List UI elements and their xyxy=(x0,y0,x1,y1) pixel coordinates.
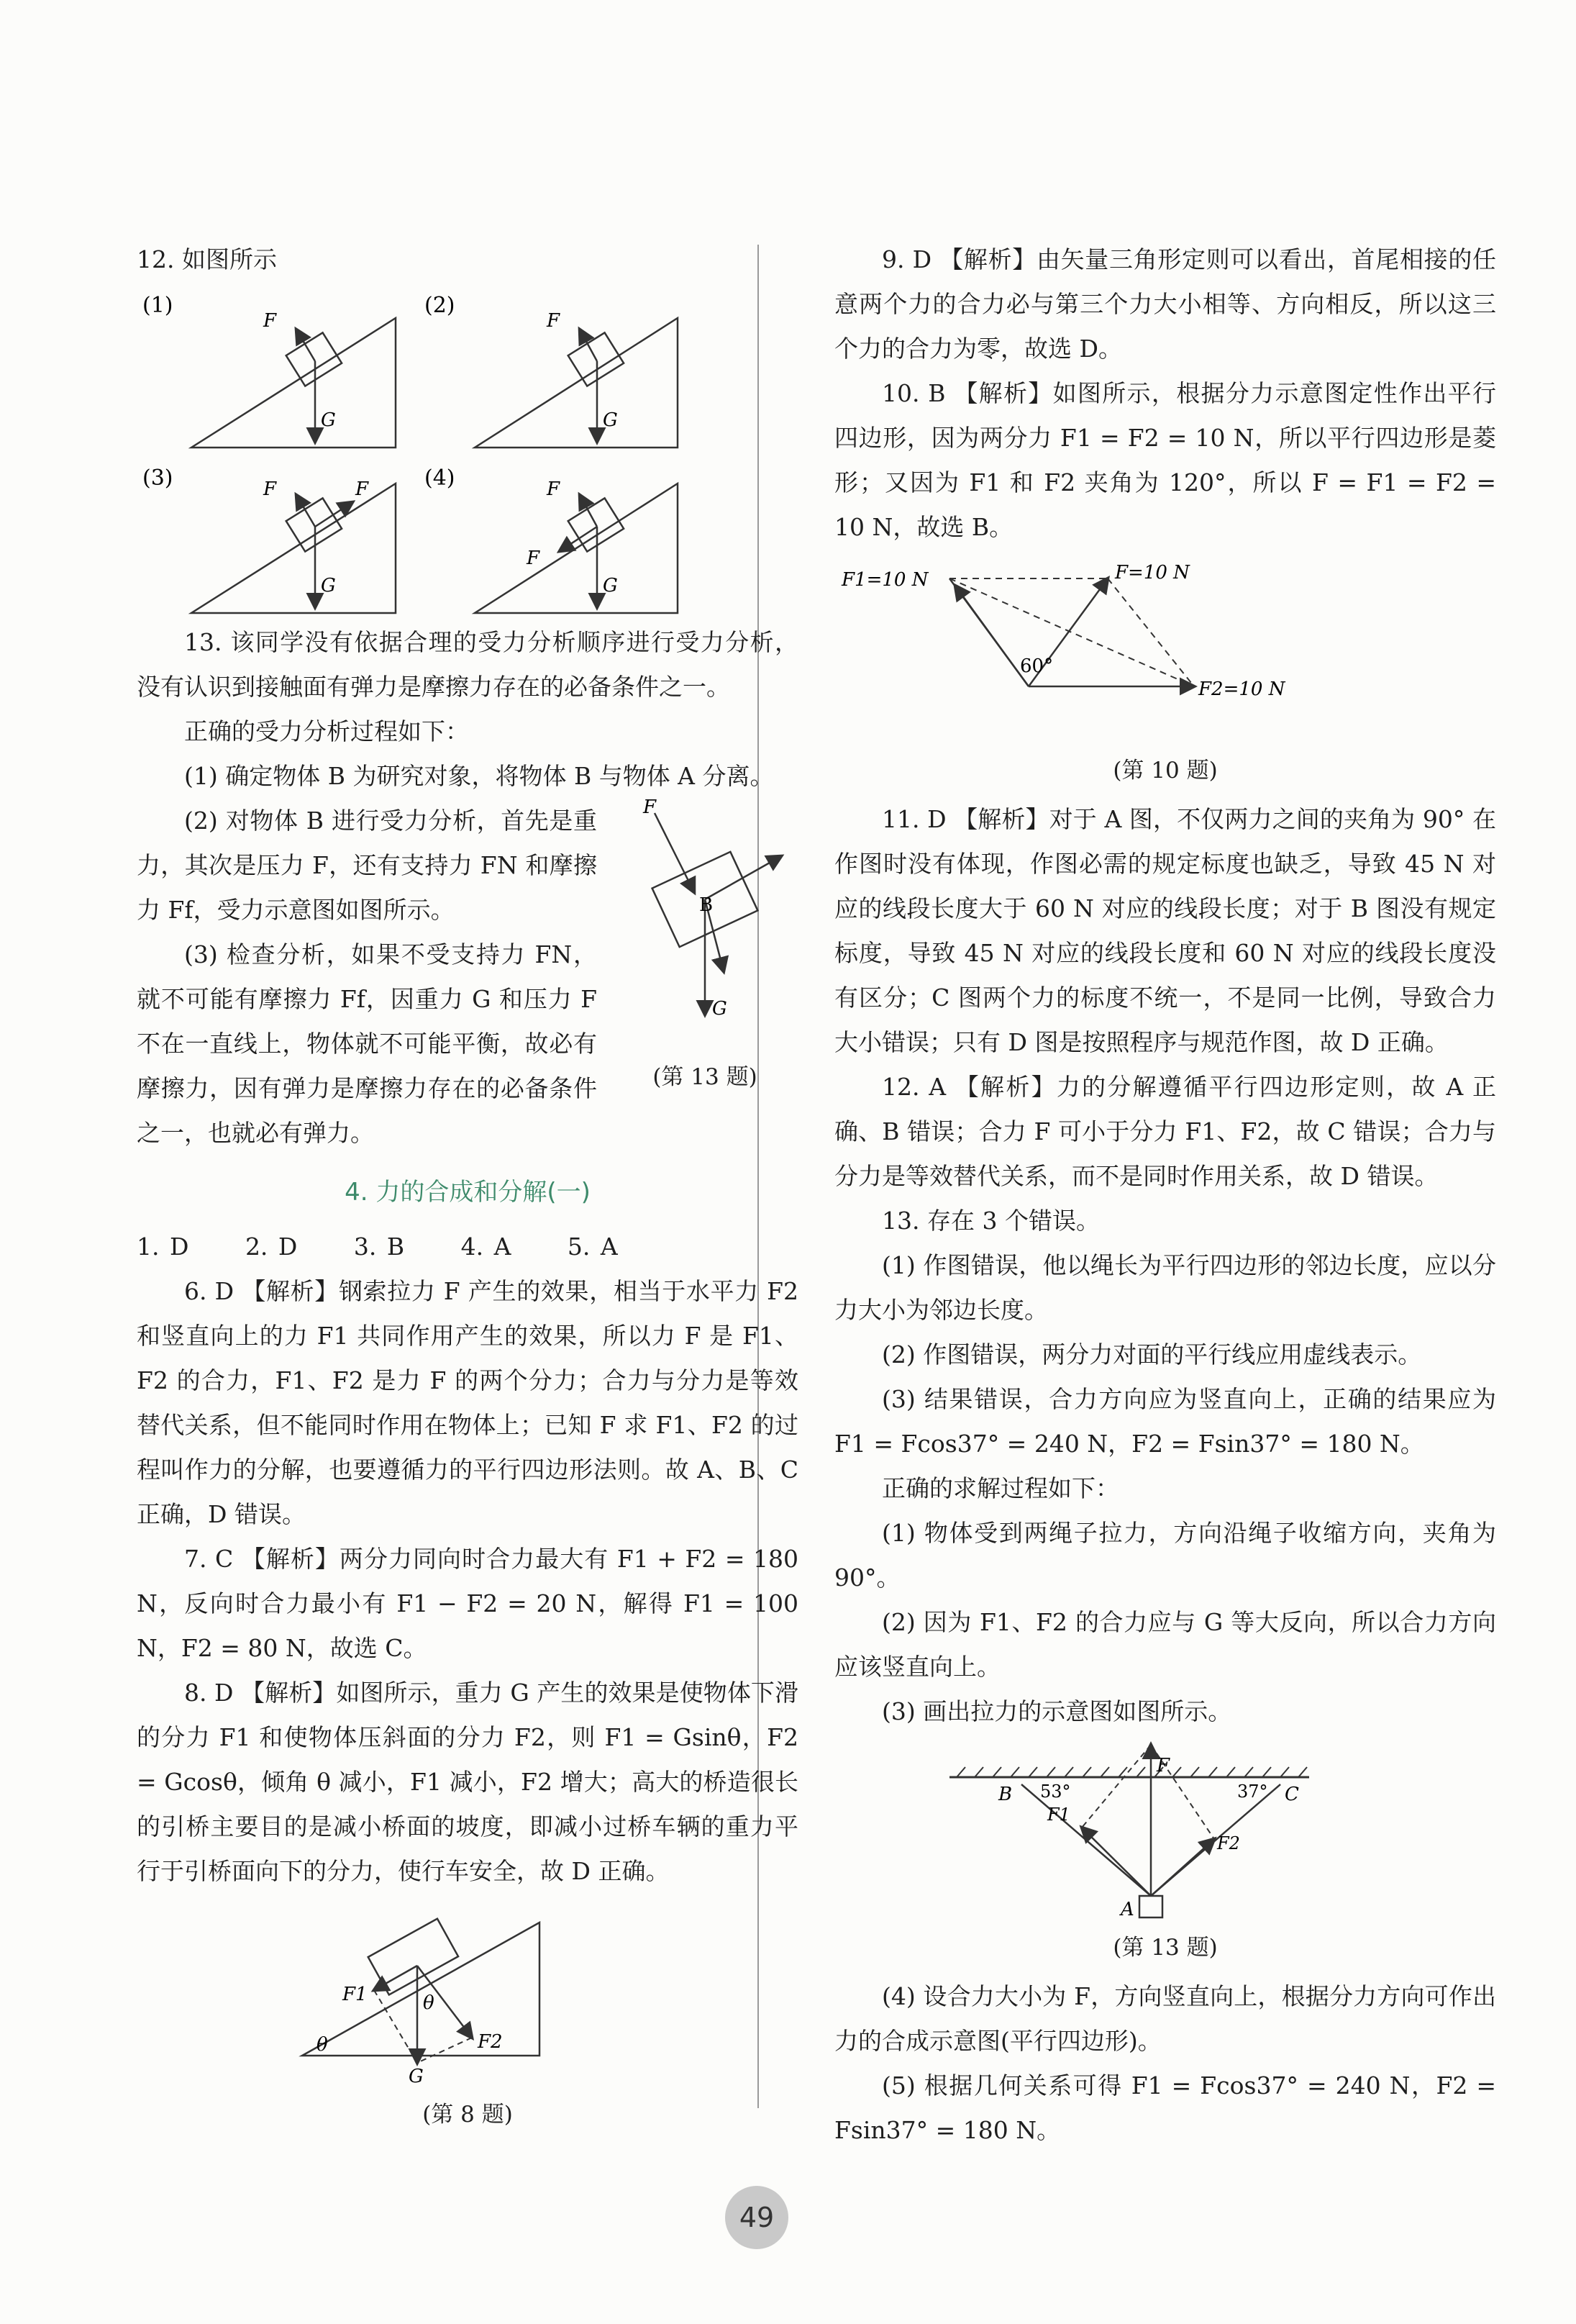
right-column xyxy=(834,237,1496,2153)
q8-fig-g: G xyxy=(409,2066,424,2087)
q10-fig-angle: 60° xyxy=(1020,655,1054,677)
q13r-fig-b: B xyxy=(998,1784,1013,1805)
q13r-fig-c: C xyxy=(1285,1784,1299,1805)
q13-step-3: (3) 画出拉力的示意图如图所示。 xyxy=(882,1697,1232,1725)
q13r-fig-caption: (第 13 题) xyxy=(1113,1935,1218,1961)
q12-4-fn: F xyxy=(547,478,560,500)
q12-3-g: G xyxy=(321,575,336,596)
q13-para-5: (3) 检查分析，如果不受支持力 FN，就不可能有摩擦力 Ff，因重力 G 和压力 F 不在一直线上，物体就不可能平衡，故必有摩擦力，因有弹力是摩擦力存在的必备条件之一，也就必有弹力。 xyxy=(137,940,597,1147)
q8-fig-theta-top: θ xyxy=(423,1992,434,2014)
q13-fig-f: F xyxy=(643,799,657,818)
q13-error-1: (1) 作图错误，他以绳长为平行四边形的邻边长度，应以分力大小为邻边长度。 xyxy=(834,1251,1496,1324)
q10-fig-f1: F1=10 N xyxy=(842,569,929,591)
q13-fig-b: B xyxy=(699,894,714,916)
q13-rope-figure xyxy=(834,1741,1496,1921)
q11-explanation: 11. D 【解析】对于 A 图，不仅两力之间的夹角为 90° 在作图时没有体现，作图必需的规定标度也缺乏，导致 45 N 对应的线段长度大于 60 N 对应的线段长度；对于 B 图没有规定标度，导致 45 N 对应的线段长度和 60 N 对应的线段长度没有区分；C 图两个力的标度不统一，不是同一比例，导致合力大小错误；只有 D 图是按照程序与规范作图，故 D 正确。 xyxy=(834,805,1496,1056)
q8-figure xyxy=(137,1901,798,2088)
q12-label-4: (4) xyxy=(424,466,455,491)
answers-1-5: 1. D 2. D 3. B 4. A 5. A xyxy=(137,1233,618,1261)
q13-para-4: (2) 对物体 B 进行受力分析，首先是重力，其次是压力 F，还有支持力 FN 和摩擦力 Ff，受力示意图如图所示。 xyxy=(137,807,597,924)
q12-3-ff: F xyxy=(355,478,369,500)
q7-explanation: 7. C 【解析】两分力同向时合力最大有 F1 + F2 = 180 N，反向时合力最小有 F1 − F2 = 20 N，解得 F1 = 100 N，F2 = 80 N，故选 C。 xyxy=(137,1545,798,1662)
q8-fig-f2: F2 xyxy=(478,2031,503,2053)
q13-error-2: (2) 作图错误，两分力对面的平行线应用虚线表示。 xyxy=(882,1340,1422,1368)
q12-2-fn: F xyxy=(547,310,560,332)
q13-fig-g: G xyxy=(712,998,727,1020)
q10-figure xyxy=(834,557,1496,744)
q13-process: 正确的求解过程如下： xyxy=(882,1474,1119,1502)
q13-para-2: 正确的受力分析过程如下： xyxy=(184,717,469,745)
q13-fig-caption: (第 13 题) xyxy=(652,1064,757,1090)
q13r-fig-f1: F1 xyxy=(1047,1805,1070,1825)
q12-1-g: G xyxy=(321,409,336,431)
q13r-fig-f2: F2 xyxy=(1217,1833,1240,1853)
q8-fig-theta-bottom: θ xyxy=(316,2034,328,2056)
q13-step-5: (5) 根据几何关系可得 F1 = Fcos37° = 240 N，F2 = Fsin37° = 180 N。 xyxy=(834,2071,1496,2144)
q12-3-fn: F xyxy=(263,478,277,500)
q13-title: 13. 存在 3 个错误。 xyxy=(882,1207,1100,1235)
q8-fig-caption: (第 8 题) xyxy=(422,2102,513,2128)
q6-explanation: 6. D 【解析】钢索拉力 F 产生的效果，相当于水平力 F2 和竖直向上的力 F1 共同作用产生的效果，所以力 F 是 F1、F2 的合力，F1、F2 是力 F 的两个分力；合力与分力是等效替代关系，但不能同时作用在物体上；已知 F 求 F1、F2 的过程叫作力的分解，也要遵循力的平行四边形法则。故 A、B、C 正确，D 错误。 xyxy=(137,1277,798,1528)
q12-4-ff: F xyxy=(527,548,540,569)
q12-1-fn: F xyxy=(263,310,277,332)
page-number: 49 xyxy=(725,2186,788,2249)
q13-error-3: (3) 结果错误，合力方向应为竖直向上，正确的结果应为 F1 = Fcos37° = 240 N，F2 = Fsin37° = 180 N。 xyxy=(834,1385,1496,1458)
q8-fig-f1: F1 xyxy=(342,1984,368,2005)
q10-explanation: 10. B 【解析】如图所示，根据分力示意图定性作出平行四边形，因为两分力 F1 = F2 = 10 N，所以平行四边形是菱形；又因为 F1 和 F2 夹角为 120°，所以 F = F1 = F2 = 10 N，故选 B。 xyxy=(834,379,1496,541)
q13-para-3: (1) 确定物体 B 为研究对象，将物体 B 与物体 A 分离。 xyxy=(184,762,774,790)
q13r-fig-a: A xyxy=(1121,1899,1134,1920)
q13-step-4: (4) 设合力大小为 F，方向竖直向上，根据分力方向可作出力的合成示意图(平行四边形)。 xyxy=(834,1982,1496,2055)
q10-fig-f: F=10 N xyxy=(1115,562,1190,584)
q12-label-3: (3) xyxy=(142,466,173,491)
q8-explanation: 8. D 【解析】如图所示，重力 G 产生的效果是使物体下滑的分力 F1 和使物体压斜面的分力 F2，则 F1 = Gsinθ，F2 = Gcosθ，倾角 θ 减小，F1 减小，F2 增大；高大的桥造很长的引桥主要目的是减小桥面的坡度，即减小过桥车辆的重力平行于引桥面向下的分力，使行车安全，故 D 正确。 xyxy=(137,1679,798,1885)
q12-2-g: G xyxy=(603,409,618,431)
q13-step-1: (1) 物体受到两绳子拉力，方向沿绳子收缩方向，夹角为 90°。 xyxy=(834,1519,1496,1592)
q12-label-2: (2) xyxy=(424,293,455,318)
q12-figures xyxy=(137,282,798,620)
q13-force-figure xyxy=(611,799,798,1036)
q12-label-1: (1) xyxy=(142,293,173,318)
q13r-fig-53: 53° xyxy=(1040,1781,1071,1802)
q12-title: 12. 如图所示 xyxy=(137,245,277,273)
q10-fig-f2: F2=10 N xyxy=(1198,678,1285,700)
left-column xyxy=(137,237,798,2141)
section-title: 4. 力的合成和分解(一) xyxy=(345,1178,591,1207)
q10-fig-caption: (第 10 题) xyxy=(1113,758,1218,784)
q12-explanation: 12. A 【解析】力的分解遵循平行四边形定则，故 A 正确、B 错误；合力 F 可小于分力 F1、F2，故 C 错误；合力与分力是等效替代关系，而不是同时作用关系，故 D 错误。 xyxy=(834,1073,1496,1190)
q13-step-2: (2) 因为 F1、F2 的合力应与 G 等大反向，所以合力方向应该竖直向上。 xyxy=(834,1608,1496,1681)
q13-para-1: 13. 该同学没有依据合理的受力分析顺序进行受力分析，没有认识到接触面有弹力是摩擦力存在的必备条件之一。 xyxy=(137,628,798,701)
q13r-fig-f: F xyxy=(1157,1755,1170,1776)
q9-explanation: 9. D 【解析】由矢量三角形定则可以看出，首尾相接的任意两个力的合力必与第三个力大小相等、方向相反，所以这三个力的合力为零，故选 D。 xyxy=(834,245,1496,363)
q12-4-g: G xyxy=(603,575,618,596)
q13r-fig-37: 37° xyxy=(1237,1781,1268,1802)
